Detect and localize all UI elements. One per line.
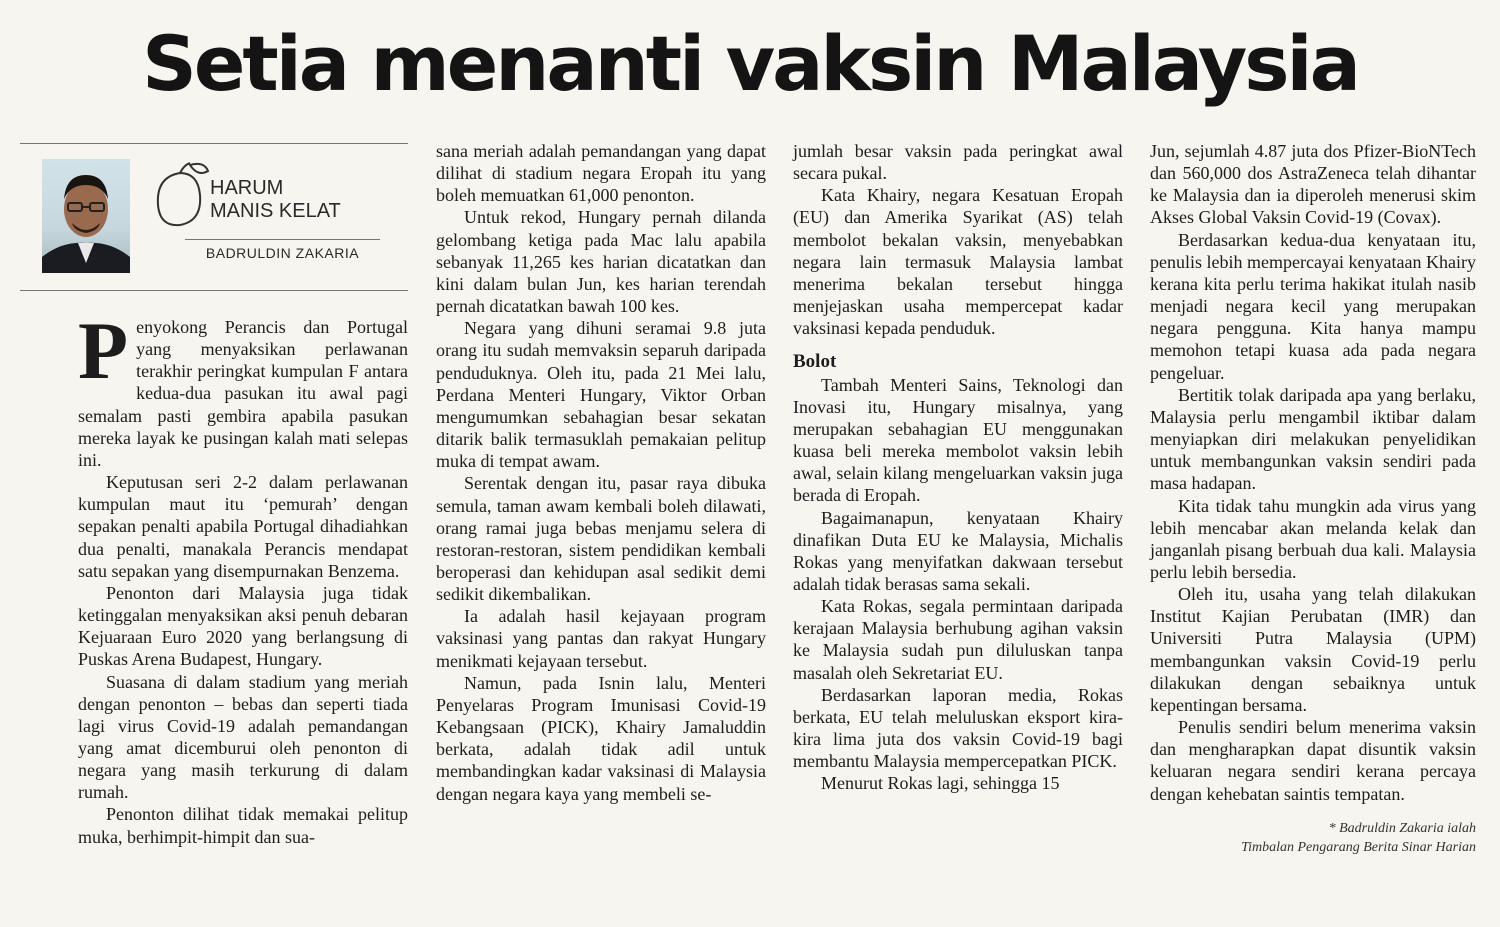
paragraph: Kata Rokas, segala permintaan daripada kerajaan Malaysia berhubung agihan vaksin ke Malaysia sudah pun diluluskan tanpa masalah oleh Sekretariat EU. — [793, 596, 1123, 683]
author-photo — [42, 159, 130, 273]
divider — [20, 143, 408, 144]
article-column-2 — [436, 140, 766, 805]
author-footnote — [1150, 819, 1476, 857]
paragraph: Negara yang dihuni seramai 9.8 juta orang itu sudah memvaksin separuh daripada penduduknya. Oleh itu, pada 21 Mei lalu, Perdana Menteri Hungary, Viktor Orban mengumumkan sebahagian besar sekatan ditarik balik termasuklah pemakaian pelitup muka di tempat awam. — [436, 318, 766, 472]
divider — [20, 290, 408, 291]
paragraph: Bagaimanapun, kenyataan Khairy dinafikan Duta EU ke Malaysia, Michalis Rokas yang menyifatkan dakwaan tersebut adalah tidak berasas sama sekali. — [793, 507, 1123, 594]
article-column-4 — [1150, 140, 1476, 857]
column-name-line2: MANIS KELAT — [210, 200, 341, 222]
paragraph: Berdasarkan kedua-dua kenyataan itu, penulis lebih mempercayai kenyataan Khairy kerana kita perlu terima hakikat itulah nasib menjadi negara kecil yang merupakan negara pengguna. Kita hanya mampu memohon tetapi kuasa ada pada negara pengeluar. — [1150, 229, 1476, 383]
column-name — [210, 177, 390, 223]
footnote-line2: Timbalan Pengarang Berita Sinar Harian — [1241, 839, 1476, 855]
column-byline — [20, 143, 408, 293]
paragraph: Serentak dengan itu, pasar raya dibuka semula, taman awam kembali boleh dilawati, orang ramai juga bebas menjamu selera di restoran-restoran, sistem pendidikan kembali beroperasi dan kehidupan asal sedikit demi sedikit dikembalikan. — [436, 473, 766, 605]
paragraph: Namun, pada Isnin lalu, Menteri Penyelaras Program Imunisasi Covid-19 Kebangsaan (PICK), Khairy Jamaluddin berkata, adalah tidak adil untuk membandingkan kadar vaksinasi di Malaysia dengan negara kaya yang membeli se- — [436, 672, 766, 804]
paragraph: Penonton dilihat tidak memakai pelitup muka, berhimpit-himpit dan sua- — [78, 804, 408, 847]
paragraph: Kita tidak tahu mungkin ada virus yang lebih mencabar akan melanda kelak dan janganlah pisang berbuah dua kali. Malaysia perlu lebih bersedia. — [1150, 495, 1476, 582]
paragraph: Kata Khairy, negara Kesatuan Eropah (EU) dan Amerika Syarikat (AS) telah membolot bekalan vaksin, menyebabkan negara lain termasuk Malaysia lambat menerima bekalan tersebut hingga menjejaskan usaha mempercepat kadar vaksinasi kepada penduduk. — [793, 185, 1123, 339]
paragraph: Untuk rekod, Hungary pernah dilanda gelombang ketiga pada Mac lalu apabila sebanyak 11,265 kes harian dicatatkan dan kini dalam bulan Jun, kes harian terendah pernah dicatatkan bawah 100 kes. — [436, 207, 766, 317]
column-name-line1: HARUM — [210, 177, 284, 199]
paragraph: Penulis sendiri belum menerima vaksin dan mengharapkan dapat disuntik vaksin keluaran negara sendiri kerana percaya dengan kehebatan saintis tempatan. — [1150, 717, 1476, 804]
author-name: BADRULDIN ZAKARIA — [205, 245, 360, 261]
paragraph: Penyokong Perancis dan Portugal yang menyaksikan perlawanan terakhir peringkat kumpulan F antara kedua-dua pasukan itu awal pagi semalam pasti gembira apabila pasukan mereka layak ke pusingan kalah mati selepas ini. — [78, 305, 408, 470]
paragraph: Jun, sejumlah 4.87 juta dos Pfizer-BioNTech dan 560,000 dos AstraZeneca telah dihantar ke Malaysia dan ia diperoleh menerusi skim Akses Global Vaksin Covid-19 (Covax). — [1150, 141, 1476, 228]
paragraph: Menurut Rokas lagi, sehingga 15 — [821, 773, 1060, 794]
paragraph: jumlah besar vaksin pada peringkat awal secara pukal. — [793, 141, 1123, 184]
footnote-line1: * Badruldin Zakaria ialah — [1328, 820, 1476, 836]
paragraph: Berdasarkan laporan media, Rokas berkata, EU telah meluluskan eksport kira-kira lima juta dos vaksin Covid-19 bagi membantu Malaysia mempercepatkan PICK. — [793, 684, 1123, 772]
subheading: Bolot — [793, 351, 837, 373]
paragraph: Suasana di dalam stadium yang meriah dengan penonton – bebas dan seperti tiada lagi virus Covid-19 adalah pemandangan yang amat dicemburui oleh penonton di negara yang masih terkurung di dalam rumah. — [78, 671, 408, 803]
drop-cap: P — [78, 305, 129, 396]
paragraph: Oleh itu, usaha yang telah dilakukan Institut Kajian Perubatan (IMR) dan Universiti Putra Malaysia (UPM) membangunkan vaksin Covid-19 perlu dilakukan dengan sebaiknya untuk kepentingan bersama. — [1150, 584, 1476, 715]
article-column-1 — [78, 305, 408, 848]
paragraph: Penonton dari Malaysia juga tidak ketinggalan menyaksikan aksi penuh debaran Kejuaraan Euro 2020 yang berlangsung di Puskas Arena Budapest, Hungary. — [78, 582, 408, 670]
divider — [185, 239, 380, 240]
headline: Setia menanti vaksin Malaysia — [142, 19, 1358, 108]
mango-icon — [150, 159, 212, 231]
paragraph: Tambah Menteri Sains, Teknologi dan Inovasi itu, Hungary misalnya, yang merupakan sebahagian EU menggunakan kuasa beli mereka membolot vaksin lebih awal, selain kilang mengeluarkan vaksin juga berada di Eropah. — [793, 374, 1123, 506]
paragraph: Ia adalah hasil kejayaan program vaksinasi yang pantas dan rakyat Hungary menikmati kejayaan tersebut. — [436, 606, 766, 671]
paragraph: Bertitik tolak daripada apa yang berlaku, Malaysia perlu mengambil iktibar dalam menyiapkan diri melakukan penyelidikan untuk membangunkan vaksin sendiri pada masa hadapan. — [1150, 384, 1476, 494]
paragraph: Keputusan seri 2-2 dalam perlawanan kumpulan maut itu ‘pemurah’ dengan sepakan penalti apabila Portugal dihadiahkan dua penalti, manakala Perancis mendapat satu sepakan yang disempurnakan Benzema. — [78, 472, 408, 581]
paragraph: sana meriah adalah pemandangan yang dapat dilihat di stadium negara Eropah itu yang boleh memuatkan 61,000 penonton. — [436, 141, 766, 206]
article-column-3 — [793, 140, 1123, 795]
